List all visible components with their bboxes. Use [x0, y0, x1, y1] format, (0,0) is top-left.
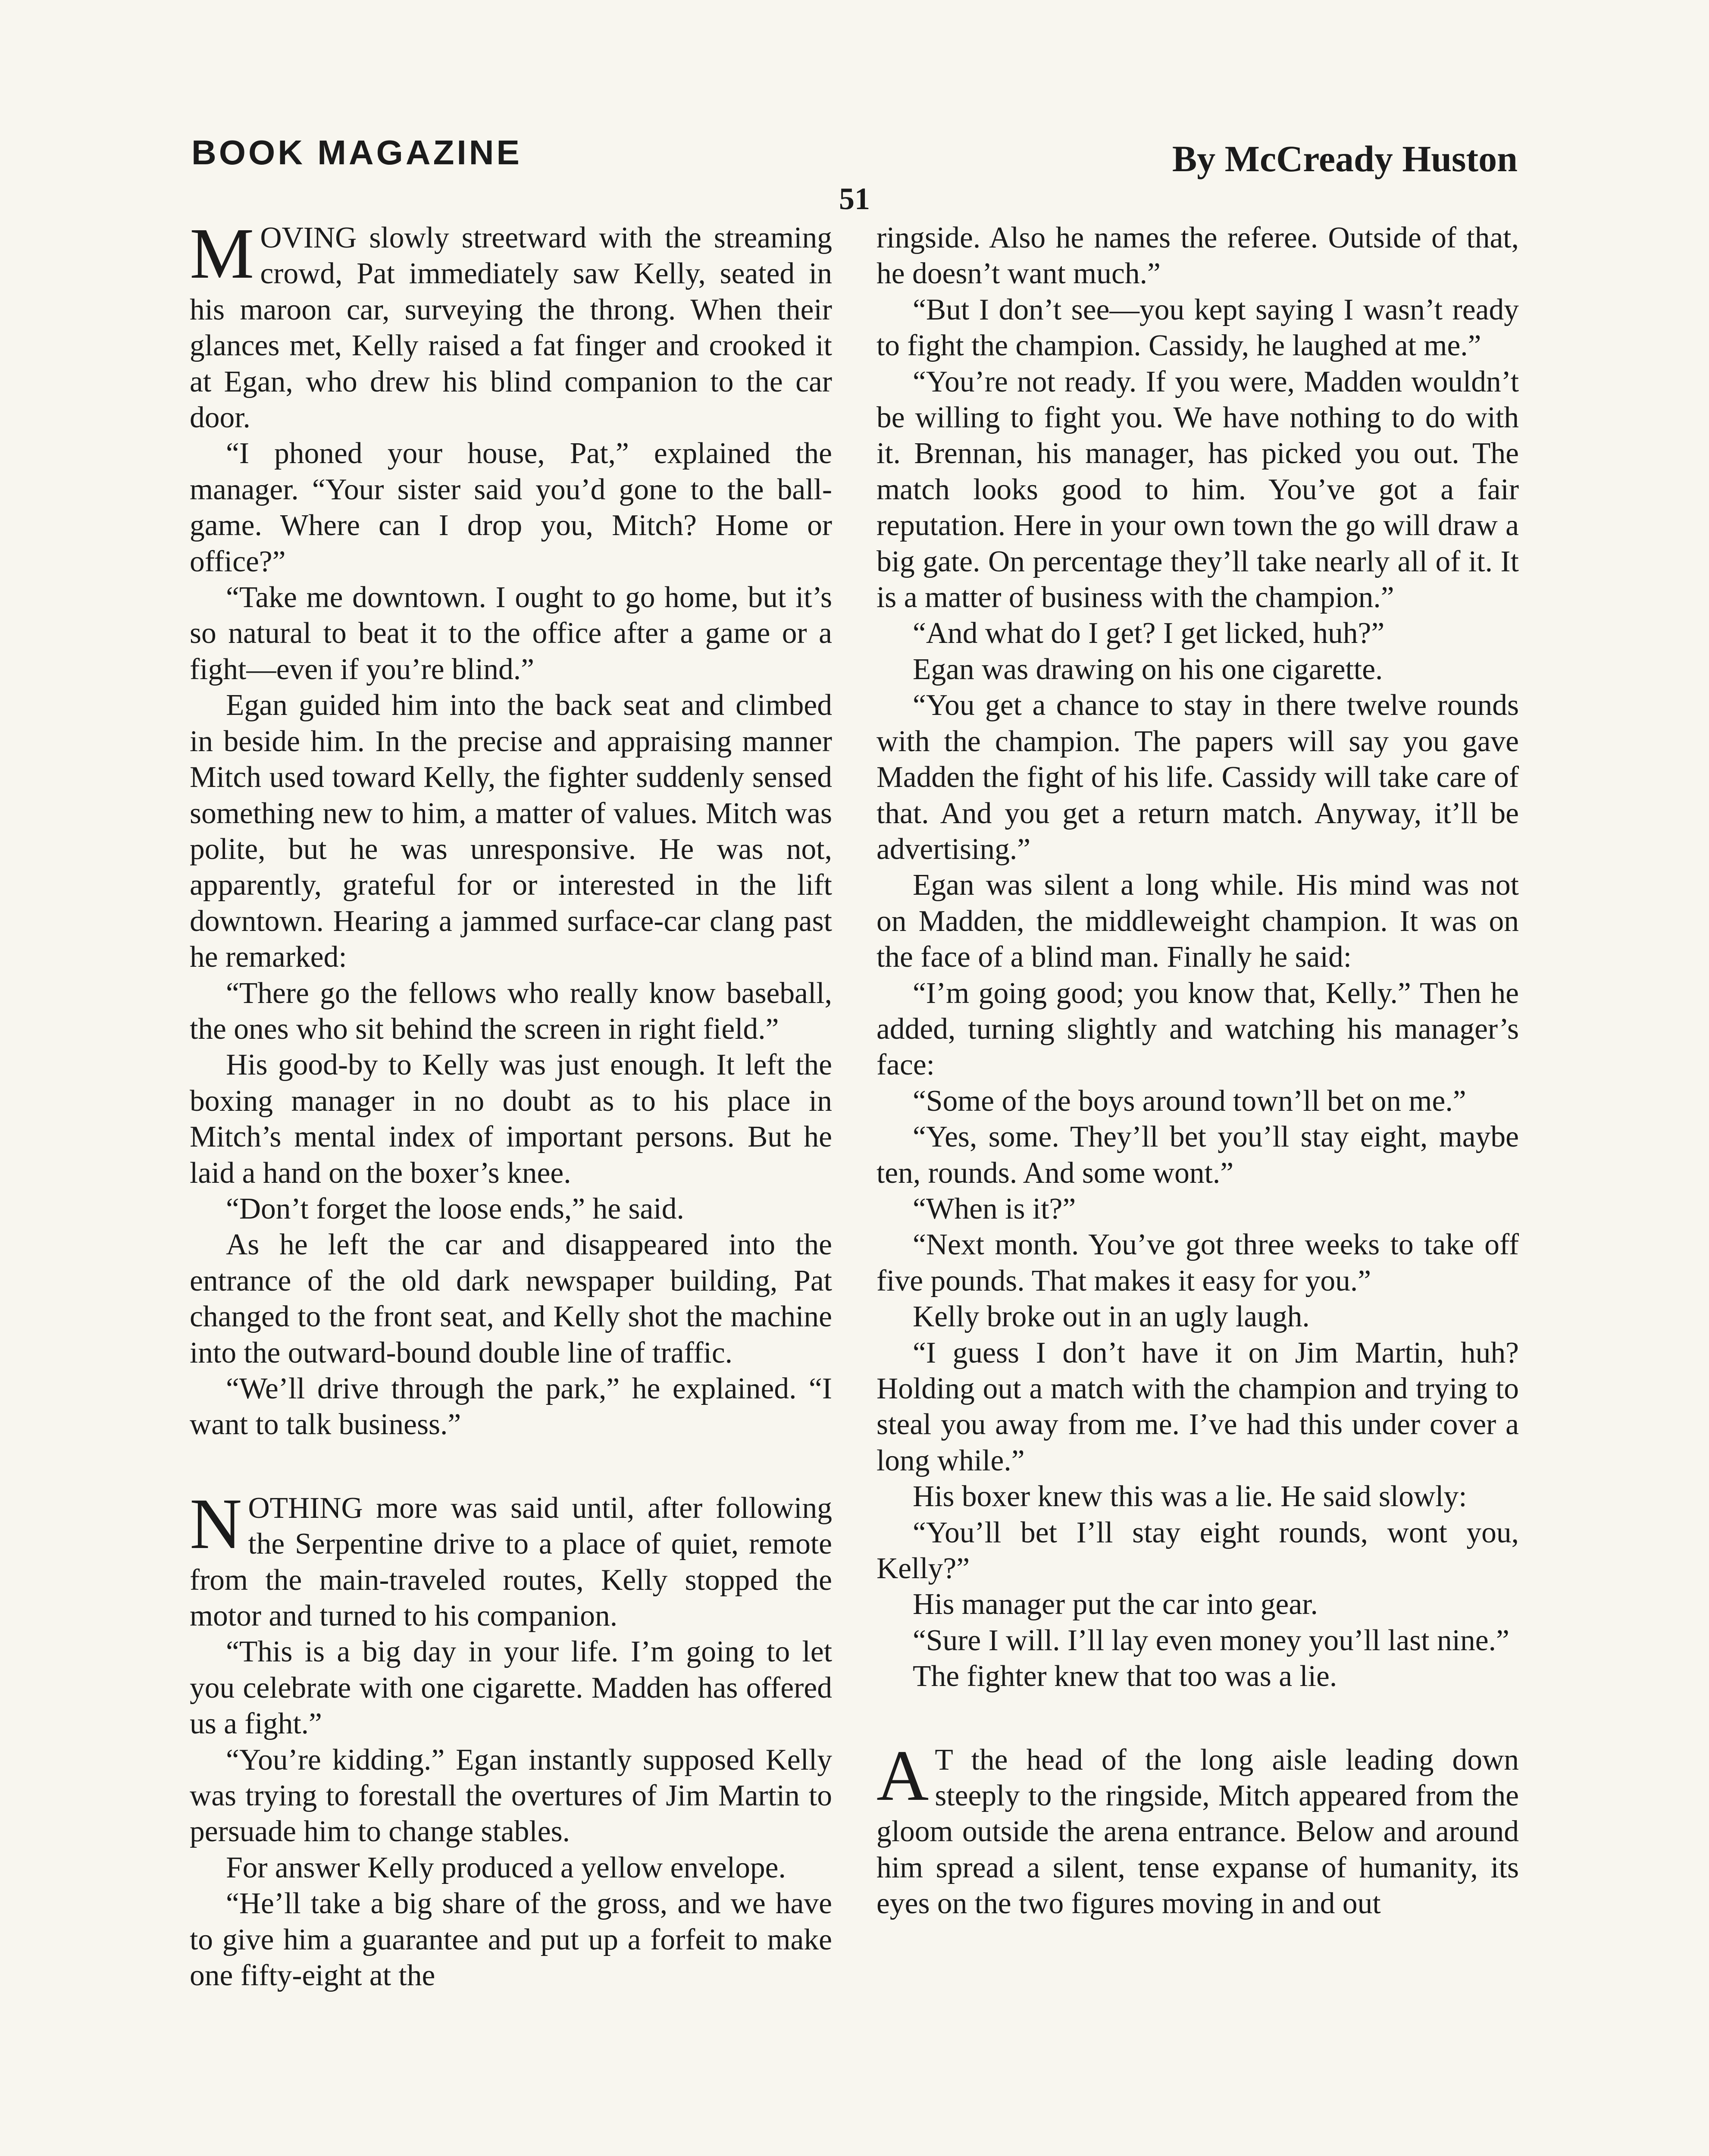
left-column: [190, 213, 832, 1994]
paragraph: “I phoned your house, Pat,” explained the manager. “Your sister said you’d gone to the ball-game. Where can I drop you, Mitch? Home or office?”: [190, 437, 832, 578]
paragraph: “Some of the boys around town’ll bet on me.”: [913, 1084, 1466, 1118]
drop-cap: M: [190, 213, 254, 294]
section-opening-text: OVING slowly streetward with the streaming crowd, Pat immediately saw Kelly, seated in his maroon car, surveying the throng. When their glances met, Kelly raised a fat finger and crooked it at Egan, who drew his blind companion to the car door.: [190, 221, 832, 435]
paragraph: “He’ll take a big share of the gross, and we have to give him a guarantee and put up a forfeit to make one fifty-eight at the: [190, 1887, 832, 1993]
paragraph: “You’re not ready. If you were, Madden wouldn’t be willing to fight you. We have nothing to do with it. Brennan, his manager, has picked you out. The match looks good to him. You’ve got a fair reputation. Here in your own town the go will draw a big gate. On percentage they’ll take nearly all of it. It is a matter of business with the champion.”: [876, 365, 1519, 614]
paragraph: For answer Kelly produced a yellow envelope.: [226, 1851, 786, 1884]
section-opening: [876, 1735, 1519, 1922]
paragraph: “Sure I will. I’ll lay even money you’ll last nine.”: [913, 1623, 1509, 1657]
paragraph: “But I don’t see—you kept saying I wasn’t ready to fight the champion. Cassidy, he laughed at me.”: [876, 293, 1519, 363]
paragraph: “Take me downtown. I ought to go home, but it’s so natural to beat it to the office after a game or a fight—even if you’re blind.”: [190, 581, 832, 686]
paragraph: “There go the fellows who really know baseball, the ones who sit behind the screen in right field.”: [190, 976, 832, 1046]
paragraph: “We’ll drive through the park,” he explained. “I want to talk business.”: [190, 1372, 832, 1442]
paragraph: “And what do I get? I get licked, huh?”: [913, 617, 1385, 650]
paragraph: “Don’t forget the loose ends,” he said.: [226, 1192, 684, 1225]
section-opening-text: OTHING more was said until, after following the Serpentine drive to a place of quiet, remote from the main-traveled routes, Kelly stopped the motor and turned to his companion.: [190, 1491, 832, 1633]
paragraph: Egan was drawing on his one cigarette.: [913, 652, 1383, 686]
running-head-author: By McCready Huston: [1172, 138, 1518, 179]
paragraph: His manager put the car into gear.: [913, 1588, 1318, 1621]
paragraph: “This is a big day in your life. I’m going to let you celebrate with one cigarette. Madden has offered us a fight.”: [190, 1635, 832, 1741]
paragraph: “When is it?”: [913, 1192, 1076, 1225]
paragraph: “I guess I don’t have it on Jim Martin, huh? Holding out a match with the champion and trying to steal you away from me. I’ve had this under cover a long while.”: [876, 1336, 1519, 1477]
section-opening-text: T the head of the long aisle leading down steeply to the ringside, Mitch appeared from the gloom outside the arena entrance. Below and around him spread a silent, tense expanse of humanity, its eyes on the two figures moving in and out: [876, 1743, 1519, 1921]
paragraph: “You get a chance to stay in there twelve rounds with the champion. The papers will say you gave Madden the fight of his life. Cassidy will take care of that. And you get a return match. Anyway, it’ll be advertising.”: [876, 689, 1519, 866]
paragraph: The fighter knew that too was a lie.: [913, 1660, 1337, 1693]
paragraph: “You’re kidding.” Egan instantly supposed Kelly was trying to forestall the overtures of Jim Martin to persuade him to change stables.: [190, 1743, 832, 1849]
section-opening: [190, 1483, 832, 1634]
paragraph: “You’ll bet I’ll stay eight rounds, wont you, Kelly?”: [876, 1516, 1519, 1586]
paragraph: “I’m going good; you know that, Kelly.” Then he added, turning slightly and watching his manager’s face:: [876, 976, 1519, 1082]
paragraph: “Next month. You’ve got three weeks to take off five pounds. That makes it easy for you.”: [876, 1228, 1519, 1297]
drop-cap: N: [190, 1483, 242, 1564]
drop-cap: A: [876, 1735, 929, 1816]
paragraph: “Yes, some. They’ll bet you’ll stay eight, maybe ten, rounds. And some wont.”: [876, 1120, 1519, 1190]
paragraph: As he left the car and disappeared into the entrance of the old dark newspaper building, Pat changed to the front seat, and Kelly shot the machine into the outward-bound double line of traffic.: [190, 1228, 832, 1369]
paragraph: His good-by to Kelly was just enough. It left the boxing manager in no doubt as to his place in Mitch’s mental index of important persons. But he laid a hand on the boxer’s knee.: [190, 1048, 832, 1190]
page-number: 51: [839, 182, 870, 216]
right-column: [876, 220, 1519, 1922]
paragraph: Egan guided him into the back seat and climbed in beside him. In the precise and appraising manner Mitch used toward Kelly, the fighter suddenly sensed something new to him, a matter of values. Mitch was polite, but he was unresponsive. He was not, apparently, grateful for or interested in the lift downtown. Hearing a jammed surface-car clang past he remarked:: [190, 689, 832, 974]
paragraph-continuation: ringside. Also he names the referee. Outside of that, he doesn’t want much.”: [876, 221, 1519, 291]
paragraph: His boxer knew this was a lie. He said slowly:: [913, 1480, 1467, 1514]
running-head-magazine: BOOK MAGAZINE: [191, 133, 522, 172]
paragraph: Egan was silent a long while. His mind was not on Madden, the middleweight champion. It was on the face of a blind man. Finally he said:: [876, 868, 1519, 974]
paragraph: Kelly broke out in an ugly laugh.: [913, 1300, 1310, 1334]
section-opening: [190, 213, 832, 436]
